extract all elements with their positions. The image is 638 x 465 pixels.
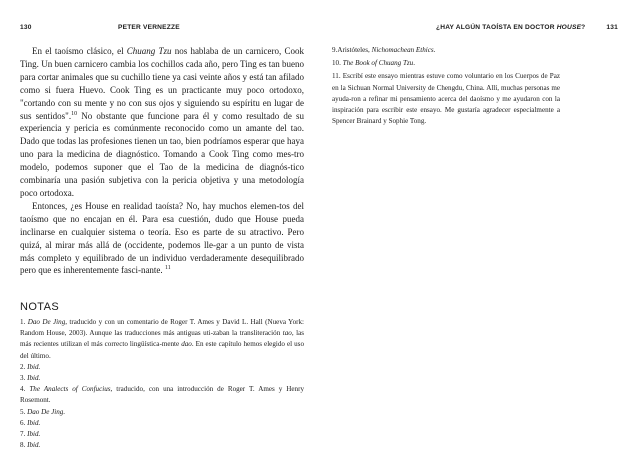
note-3: 3. Ibid.	[20, 374, 41, 383]
paragraph-2: Entonces, ¿es House en realidad taoísta? No, hay muchos elemen-tos del taoísmo que no encajan en él. Para esa cuestión, dudo que House pueda inclinarse en cualquier sistema o teoría. Eso es parte de su atractivo. Pero quizá, al mirar más allá de (occidente, podemos lle-gar a un punto de vista más completo y equilibrado de un individuo verdaderamente desequilibrado pero que es inherentemente fasci-nante. $^{11}$	[20, 200, 304, 276]
running-head-chapter: ¿HAY ALGÚN TAOÍSTA EN DOCTOR HOUSE?	[436, 24, 586, 31]
note-6: 6. Ibid.	[20, 418, 41, 427]
note-10: 10. The Book of Chuang Tzu.	[332, 59, 415, 68]
body-text	[20, 45, 304, 277]
notes-list	[20, 317, 304, 451]
note-8: 8. Ibid.	[20, 441, 41, 450]
running-head-author: PETER VERNEZZE	[118, 24, 180, 31]
note-4: 4. The Analects of Confucius, traducido, con una introducción de Roger T. Ames y Henry Rosemont.	[20, 385, 305, 405]
note-2: 2. Ibid.	[20, 362, 41, 371]
note-7: 7. Ibid.	[20, 430, 41, 439]
notes-list-continued	[332, 45, 560, 129]
note-1: 1. Dao De Jing, traducido y con un comentario de Roger T. Ames y David L. Hall (Nueva York: Random House, 2003). Aunque las traducciones más antiguas uti-zaban la transliteración tao, las más recientes utilizan el más correcto lingüística-mente dao. En este capítulo hemos elegido el uso del último.	[20, 318, 304, 360]
note-11: 11. Escribí este ensayo mientras estuve como voluntario en los Cuerpos de Paz en la Sichuan Normal University de Chengdu, China. Allí, muchas personas me ayuda-ron a refinar mi pensamiento acerca del daoísmo y me ayudaron con la inspiración para escribir este ensayo. Me gustaría agradecer especialmente a Spencer Brainard y Sophie Tong.	[332, 72, 560, 126]
work-title-chuang-tzu: Chuang Tzu	[126, 46, 172, 56]
note-9: 9.Aristóteles, Nichomachean Ethics.	[332, 46, 436, 54]
note-5: 5. Dao De Jing.	[20, 407, 66, 416]
notes-heading: NOTAS	[20, 301, 60, 313]
paragraph-1: En el taoísmo clásico, el Chuang Tzu nos hablaba de un carnicero, Cook Ting. Un buen carnicero cambia los cochillos cada año, pero Ting es tan bueno para cortar animales que su cuchillo tiene ya casi veinte años y está tan afilado como si fuera Huevo. Cook Ting es un practicante muy poco ortodoxo, "cortando con su mente y no con sus ojos y siguiendo su espíritu en lugar de sus sentidos".$^{10}$ No obstante que funcione para él y como resultado de su experiencia y pericia es comúnmente reconocido como un amante del tao. Dado que todas las profesiones tienen un tao, bien podríamos esperar que haya uno para la medicina de diagnóstico. Tomando a Cook Ting como mes-tro modelo, podemos suponer que el Tao de la medicina de diagnós-tico combinaría una pasión subjetiva con la pericia objetiva y una metodología poco ortodoxa.	[20, 46, 304, 198]
page-number-right: 131	[606, 24, 618, 31]
left-page	[0, 0, 312, 465]
footnote-ref-11[interactable]: 11	[164, 265, 171, 272]
footnote-ref-10[interactable]: 10	[71, 110, 78, 117]
page-number-left: 130	[20, 24, 32, 31]
